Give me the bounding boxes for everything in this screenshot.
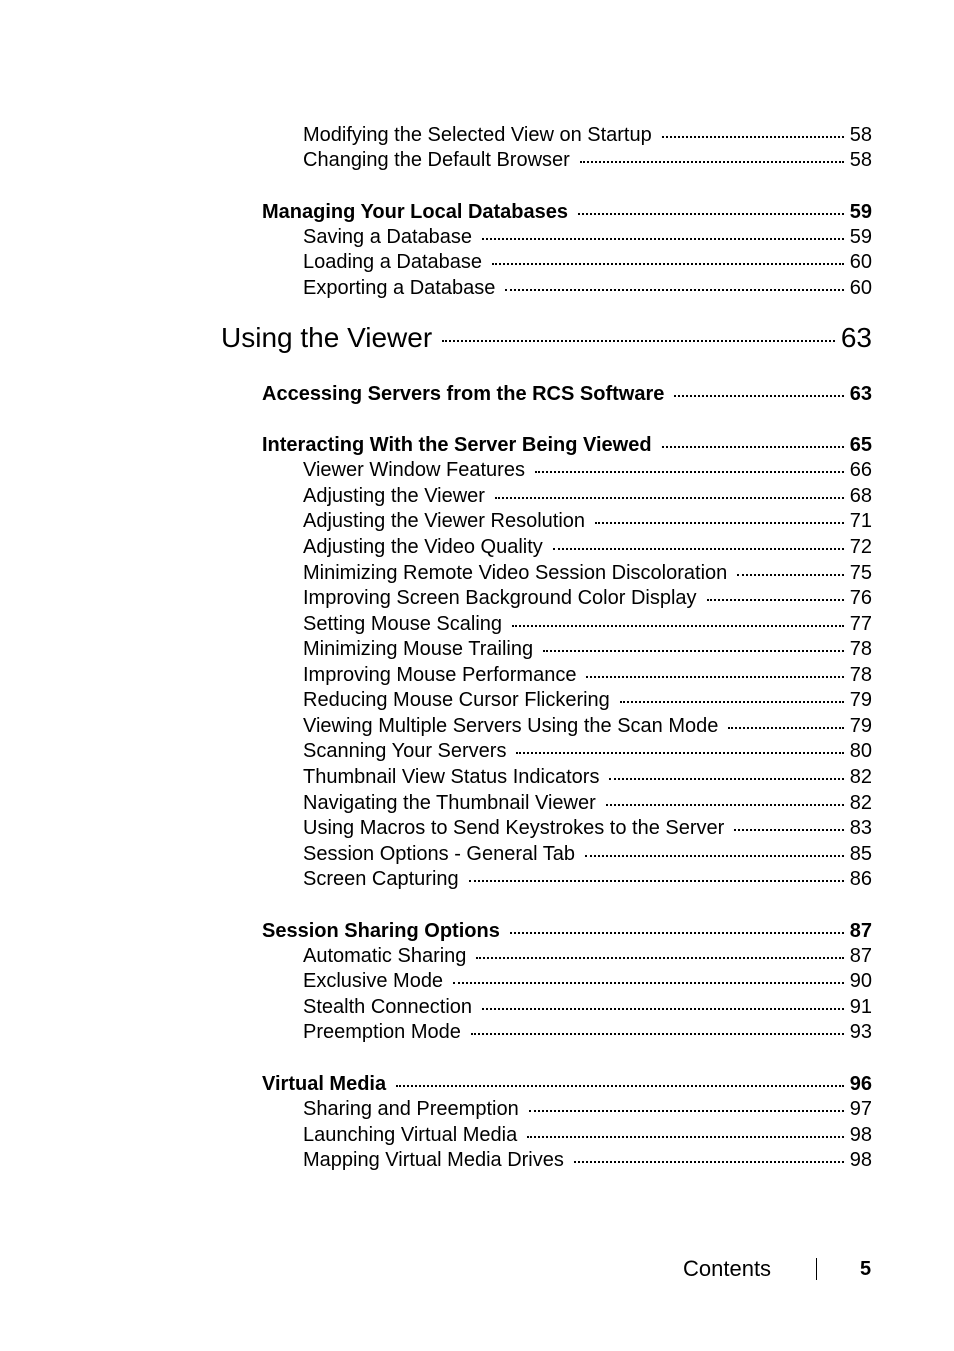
toc-entry[interactable]: [303, 740, 872, 763]
toc-entry[interactable]: [303, 996, 872, 1019]
toc-entry[interactable]: [303, 1098, 872, 1121]
dot-leader: [728, 727, 843, 729]
toc-entry[interactable]: [303, 664, 872, 687]
toc-entry[interactable]: [303, 226, 872, 249]
toc-entry-page: 76: [849, 587, 872, 609]
toc-section[interactable]: [262, 920, 872, 943]
dot-leader: [471, 1033, 844, 1035]
toc-entry-title: Viewer Window Features: [303, 459, 525, 481]
dot-leader: [510, 932, 844, 934]
toc-entry-page: 66: [849, 459, 872, 481]
dot-leader: [482, 1008, 844, 1010]
toc-entry-page: 85: [849, 843, 872, 865]
toc-entry-page: 98: [849, 1149, 872, 1171]
toc-entry-title: Mapping Virtual Media Drives: [303, 1149, 564, 1171]
toc-entry-page: 68: [849, 485, 872, 507]
toc-entry-page: 78: [849, 638, 872, 660]
toc-entry-title: Improving Mouse Performance: [303, 664, 577, 686]
dot-leader: [595, 522, 844, 524]
dot-leader: [396, 1085, 844, 1087]
toc-entry-page: 91: [849, 996, 872, 1018]
toc-entry-title: Adjusting the Viewer: [303, 485, 485, 507]
toc-entry[interactable]: [303, 843, 872, 866]
toc-entry[interactable]: [303, 536, 872, 559]
toc-entry-title: Setting Mouse Scaling: [303, 613, 503, 635]
dot-leader: [585, 855, 844, 857]
toc-entry-title: Modifying the Selected View on Startup: [303, 124, 652, 146]
toc-entry-title: Preemption Mode: [303, 1021, 461, 1043]
toc-entry-title: Thumbnail View Status Indicators: [303, 766, 600, 788]
toc-section-page: 87: [849, 920, 872, 942]
toc-entry-page: 82: [849, 766, 872, 788]
dot-leader: [453, 982, 844, 984]
toc-entry-page: 93: [849, 1021, 872, 1043]
toc-entry[interactable]: [303, 277, 872, 300]
toc-entry-title: Changing the Default Browser: [303, 149, 570, 171]
toc-entry-page: 60: [849, 277, 872, 299]
dot-leader: [553, 548, 844, 550]
toc-section-page: 59: [849, 201, 872, 223]
toc-entry[interactable]: [303, 613, 872, 636]
toc-section-title: Session Sharing Options: [262, 920, 500, 942]
toc-entry-title: Reducing Mouse Cursor Flickering: [303, 689, 610, 711]
toc-entry[interactable]: [303, 817, 872, 840]
toc-entry[interactable]: [303, 766, 872, 789]
toc-entry-title: Viewing Multiple Servers Using the Scan Mode: [303, 715, 719, 737]
toc-entry-page: 98: [849, 1124, 872, 1146]
dot-leader: [609, 778, 843, 780]
toc-entry-page: 75: [849, 562, 872, 584]
toc-entry-title: Adjusting the Video Quality: [303, 536, 543, 558]
toc-entry-page: 72: [849, 536, 872, 558]
dot-leader: [620, 701, 844, 703]
toc-entry-page: 79: [849, 689, 872, 711]
toc-entry-title: Screen Capturing: [303, 868, 459, 890]
toc-entry-page: 90: [849, 970, 872, 992]
dot-leader: [442, 340, 835, 342]
toc-entry[interactable]: [303, 587, 872, 610]
toc-chapter-title: Using the Viewer: [221, 322, 433, 353]
toc-section[interactable]: [262, 383, 872, 406]
toc-entry[interactable]: [303, 251, 872, 274]
dot-leader: [574, 1161, 844, 1163]
dot-leader: [662, 446, 844, 448]
toc-entry-page: 71: [849, 510, 872, 532]
toc-entry[interactable]: [303, 715, 872, 738]
toc-entry-title: Minimizing Mouse Trailing: [303, 638, 534, 660]
page-number: 5: [860, 1258, 872, 1280]
toc-entry-title: Session Options - General Tab: [303, 843, 576, 865]
toc-entry-title: Improving Screen Background Color Display: [303, 587, 697, 609]
dot-leader: [674, 395, 843, 397]
toc-section[interactable]: [262, 434, 872, 457]
toc-entry-title: Exporting a Database: [303, 277, 496, 299]
toc-entry[interactable]: [303, 510, 872, 533]
toc-entry-page: 79: [849, 715, 872, 737]
toc-entry-title: Sharing and Preemption: [303, 1098, 519, 1120]
dot-leader: [527, 1136, 844, 1138]
toc-entry[interactable]: [303, 792, 872, 815]
toc-entry[interactable]: [303, 562, 872, 585]
footer-divider: [816, 1258, 817, 1280]
toc-entry[interactable]: [303, 459, 872, 482]
toc-entry-page: 97: [849, 1098, 872, 1120]
toc-entry-title: Exclusive Mode: [303, 970, 444, 992]
toc-section-page: 65: [849, 434, 872, 456]
toc-entry-title: Scanning Your Servers: [303, 740, 507, 762]
toc-entry-page: 83: [849, 817, 872, 839]
toc-entry-title: Navigating the Thumbnail Viewer: [303, 792, 596, 814]
toc-section[interactable]: [262, 201, 872, 224]
toc-entry-page: 87: [849, 945, 872, 967]
dot-leader: [578, 213, 844, 215]
toc-entry-title: Launching Virtual Media: [303, 1124, 518, 1146]
dot-leader: [492, 263, 844, 265]
toc-entry-page: 82: [849, 792, 872, 814]
toc-entry-page: 77: [849, 613, 872, 635]
page-footer: [683, 1256, 883, 1286]
dot-leader: [495, 497, 844, 499]
toc-entry[interactable]: [303, 970, 872, 993]
toc-entry-title: Minimizing Remote Video Session Discoloration: [303, 562, 728, 584]
dot-leader: [580, 161, 844, 163]
toc-entry-page: 58: [849, 124, 872, 146]
toc-entry[interactable]: [303, 149, 872, 172]
toc-entry-title: Automatic Sharing: [303, 945, 467, 967]
toc-section-page: 63: [849, 383, 872, 405]
toc-entry[interactable]: [303, 868, 872, 891]
dot-leader: [512, 625, 844, 627]
toc-section-title: Virtual Media: [262, 1073, 387, 1095]
toc-entry-title: Loading a Database: [303, 251, 483, 273]
dot-leader: [737, 574, 843, 576]
toc-section-page: 96: [849, 1073, 872, 1095]
dot-leader: [543, 650, 844, 652]
toc-entry-page: 80: [849, 740, 872, 762]
dot-leader: [734, 829, 843, 831]
toc-entry[interactable]: [303, 638, 872, 661]
dot-leader: [476, 957, 843, 959]
toc-entry[interactable]: [303, 945, 872, 968]
dot-leader: [662, 136, 844, 138]
toc-section-title: Interacting With the Server Being Viewed: [262, 434, 652, 456]
toc-entry-page: 60: [849, 251, 872, 273]
dot-leader: [516, 752, 843, 754]
dot-leader: [707, 599, 844, 601]
toc-entry[interactable]: [303, 689, 872, 712]
dot-leader: [586, 676, 843, 678]
toc-entry[interactable]: [303, 485, 872, 508]
dot-leader: [606, 804, 844, 806]
toc-entry-title: Adjusting the Viewer Resolution: [303, 510, 586, 532]
toc-section[interactable]: [262, 1073, 872, 1096]
toc-entry-title: Saving a Database: [303, 226, 473, 248]
toc-chapter-page: 63: [840, 322, 872, 353]
dot-leader: [505, 289, 843, 291]
dot-leader: [482, 238, 844, 240]
dot-leader: [529, 1110, 844, 1112]
toc-entry[interactable]: [303, 1149, 872, 1172]
toc-entry-page: 59: [849, 226, 872, 248]
toc-chapter[interactable]: [221, 322, 872, 354]
dot-leader: [535, 471, 844, 473]
toc-entry-page: 86: [849, 868, 872, 890]
toc-entry[interactable]: [303, 1124, 872, 1147]
toc-entry-title: Stealth Connection: [303, 996, 473, 1018]
footer-label: Contents: [683, 1256, 772, 1281]
dot-leader: [469, 880, 844, 882]
toc-section-title: Managing Your Local Databases: [262, 201, 569, 223]
toc-entry[interactable]: [303, 124, 872, 147]
toc-entry[interactable]: [303, 1021, 872, 1044]
toc-entry-page: 78: [849, 664, 872, 686]
toc-entry-page: 58: [849, 149, 872, 171]
toc-section-title: Accessing Servers from the RCS Software: [262, 383, 665, 405]
toc-entry-title: Using Macros to Send Keystrokes to the Server: [303, 817, 725, 839]
